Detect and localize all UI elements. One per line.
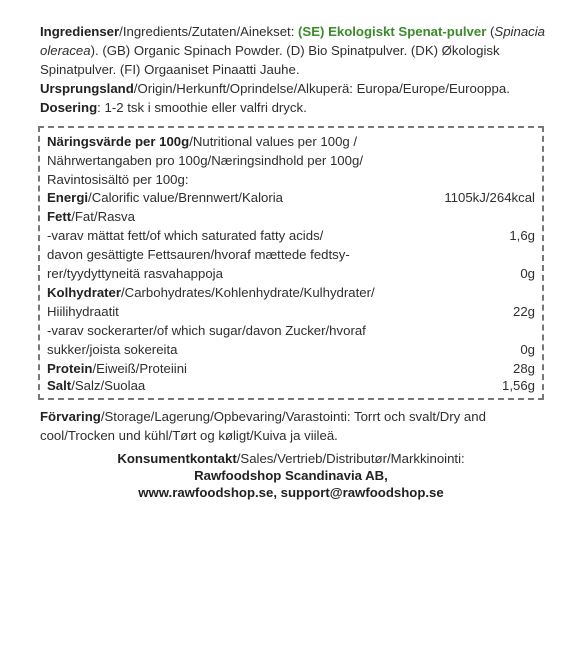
contact-web-email [0, 484, 582, 501]
salt-label: Salt [47, 378, 72, 393]
energy-value: 1105kJ/264kcal [444, 190, 535, 205]
contact-heading-rest: /Sales/Vertrieb/Distributør/Markkinointi: [236, 451, 465, 466]
protein-value: 28g [512, 361, 535, 376]
contact-block [0, 450, 582, 501]
sugar-row-2 [47, 340, 535, 359]
product-name: (SE) Ekologiskt Spenat-pulver [298, 24, 487, 39]
ingredients-heading-translations: /Ingredients/Zutaten/Ainekset: [119, 24, 299, 39]
saturated-fat-line-2: davon gesättigte Fettsauren/hvoraf mættede fedtsy- [47, 247, 350, 262]
energy-label: Energi [47, 190, 89, 205]
origin-heading: Ursprungsland [40, 81, 134, 96]
carbohydrate-label: Kolhydrater [47, 285, 122, 300]
nutrition-header-rest: /Nutritional values per 100g / [189, 134, 358, 149]
fat-label-rest: /Fat/Rasva [71, 209, 135, 224]
salt-value: 1,56g [501, 378, 535, 393]
protein-label-rest: /Eiweiß/Proteiini [92, 361, 187, 376]
latin-close: ) [90, 43, 95, 58]
latin-name: Spinacia oleracea [40, 24, 546, 58]
energy-row [47, 188, 535, 207]
fat-label: Fett [47, 209, 72, 224]
nutrition-header: Näringsvärde per 100g [47, 134, 190, 149]
storage-heading: Förvaring [40, 409, 101, 424]
contact-company [0, 467, 582, 484]
sugar-value: 0g [520, 342, 535, 357]
protein-label: Protein [47, 361, 93, 376]
ingredients-paragraph [40, 22, 550, 117]
salt-label-rest: /Salz/Suolaa [71, 378, 146, 393]
carbohydrate-value: 22g [512, 304, 535, 319]
product-translations: . (GB) Organic Spinach Powder. (D) Bio Spinatpulver. (DK) Økologisk Spinatpulver. (FI) Orgaaniset Pinaatti Jauhe. [40, 43, 500, 77]
carbohydrate-row-2 [47, 302, 535, 321]
fat-row [47, 207, 535, 226]
nutrition-header-line-3: Ravintosisältö per 100g: [47, 172, 189, 187]
saturated-fat-value: 1,6g [509, 228, 535, 243]
contact-heading: Konsumentkontakt [117, 451, 237, 466]
latin-open: ( [486, 24, 495, 39]
contact-line-1 [0, 450, 582, 467]
saturated-fat-row [47, 226, 535, 245]
nutrition-header-line-2: Nährwertangaben pro 100g/Næringsindhold per 100g/ [47, 153, 363, 168]
origin-text: /Origin/Herkunft/Oprindelse/Alkuperä: Europa/Europe/Eurooppa. [133, 81, 510, 96]
carbohydrate-label-rest: /Carbohydrates/Kohlenhydrate/Kulhydrater/ [121, 285, 375, 300]
carbohydrate-row [47, 283, 535, 302]
storage-paragraph [40, 407, 560, 445]
saturated-fat-label: -varav mättat fett/of which saturated fatty acids/ [47, 228, 324, 243]
sugar-row: -varav sockerarter/of which sugar/davon Zucker/hvoraf [47, 323, 366, 338]
sugar-label-2: sukker/joista sokereita [47, 342, 178, 357]
dosage-text: : 1-2 tsk i smoothie eller valfri dryck. [97, 100, 307, 115]
saturated-fat-value-2: 0g [520, 266, 535, 281]
nutrition-table [38, 126, 544, 400]
salt-row [47, 376, 535, 395]
saturated-fat-line-3 [47, 264, 535, 283]
energy-label-rest: /Calorific value/Brennwert/Kaloria [88, 190, 284, 205]
dosage-heading: Dosering [40, 100, 98, 115]
web-email-text: www.rawfoodshop.se, support@rawfoodshop.se [138, 485, 444, 500]
storage-text: /Storage/Lagerung/Opbevaring/Varastointi: Torrt och svalt/Dry and cool/Trocken und kühl/Tørt og køligt/Kuiva ja viileä. [40, 409, 486, 443]
nutrition-header-line-1 [47, 132, 535, 151]
carbohydrate-label-2: Hiilihydraatit [47, 304, 119, 319]
ingredients-heading: Ingredienser [40, 24, 120, 39]
saturated-fat-label-3: rer/tyydyttyneitä rasvahappoja [47, 266, 223, 281]
company-name: Rawfoodshop Scandinavia AB, [194, 468, 388, 483]
